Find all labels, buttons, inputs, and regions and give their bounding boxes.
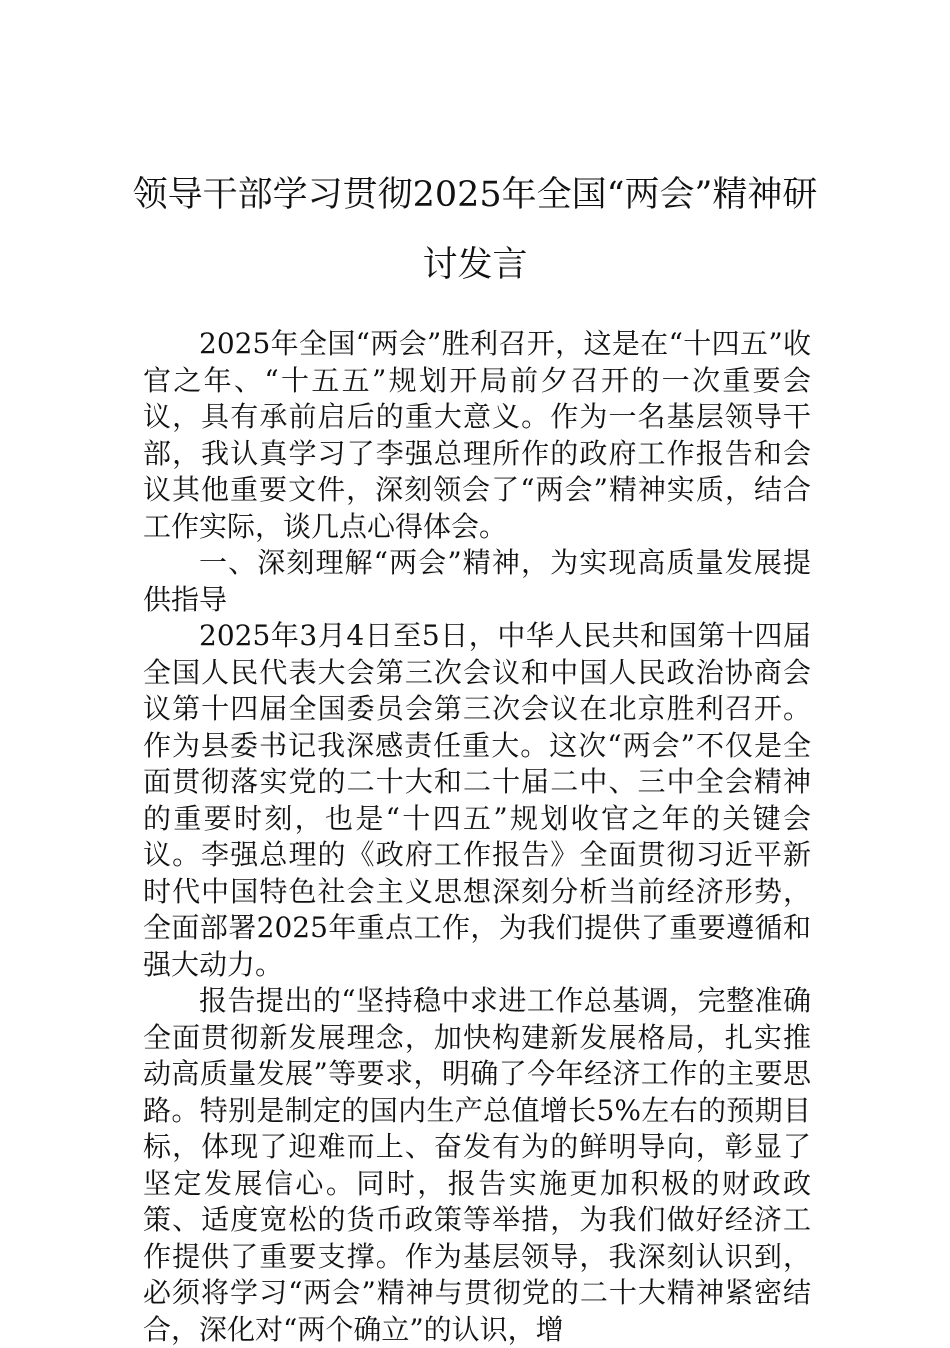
document-body	[143, 326, 811, 1348]
section-heading-1: 一、深刻理解“两会”精神，为实现高质量发展提供指导	[143, 546, 811, 616]
document-title: 领导干部学习贯彻2025年全国“两会”精神研讨发言	[132, 175, 818, 285]
paragraph-intro: 2025年全国“两会”胜利召开，这是在“十四五”收官之年、“十五五”规划开局前夕召开的一次重要会议，具有承前启后的重大意义。作为一名基层领导干部，我认真学习了李强总理所作的政府工作报告和会议其他重要文件，深刻领会了“两会”精神实质，结合工作实际，谈几点心得体会。	[143, 327, 811, 543]
paragraph-meeting: 2025年3月4日至5日，中华人民共和国第十四届全国人民代表大会第三次会议和中国人民政治协商会议第十四届全国委员会第三次会议在北京胜利召开。作为县委书记我深感责任重大。这次“两会”不仅是全面贯彻落实党的二十大和二十届二中、三中全会精神的重要时刻，也是“十四五”规划收官之年的关键会议。李强总理的《政府工作报告》全面贯彻习近平新时代中国特色社会主义思想深刻分析当前经济形势，全面部署2025年重点工作，为我们提供了重要遵循和强大动力。	[143, 619, 811, 981]
paragraph-report: 报告提出的“坚持稳中求进工作总基调，完整准确全面贯彻新发展理念，加快构建新发展格局，扎实推动高质量发展”等要求，明确了今年经济工作的主要思路。特别是制定的国内生产总值增长5%左右的预期目标，体现了迎难而上、奋发有为的鲜明导向，彰显了坚定发展信心。同时，报告实施更加积极的财政政策、适度宽松的货币政策等举措，为我们做好经济工作提供了重要支撑。作为基层领导，我深刻认识到，必须将学习“两会”精神与贯彻党的二十大精神紧密结合，深化对“两个确立”的认识，增	[143, 984, 811, 1346]
